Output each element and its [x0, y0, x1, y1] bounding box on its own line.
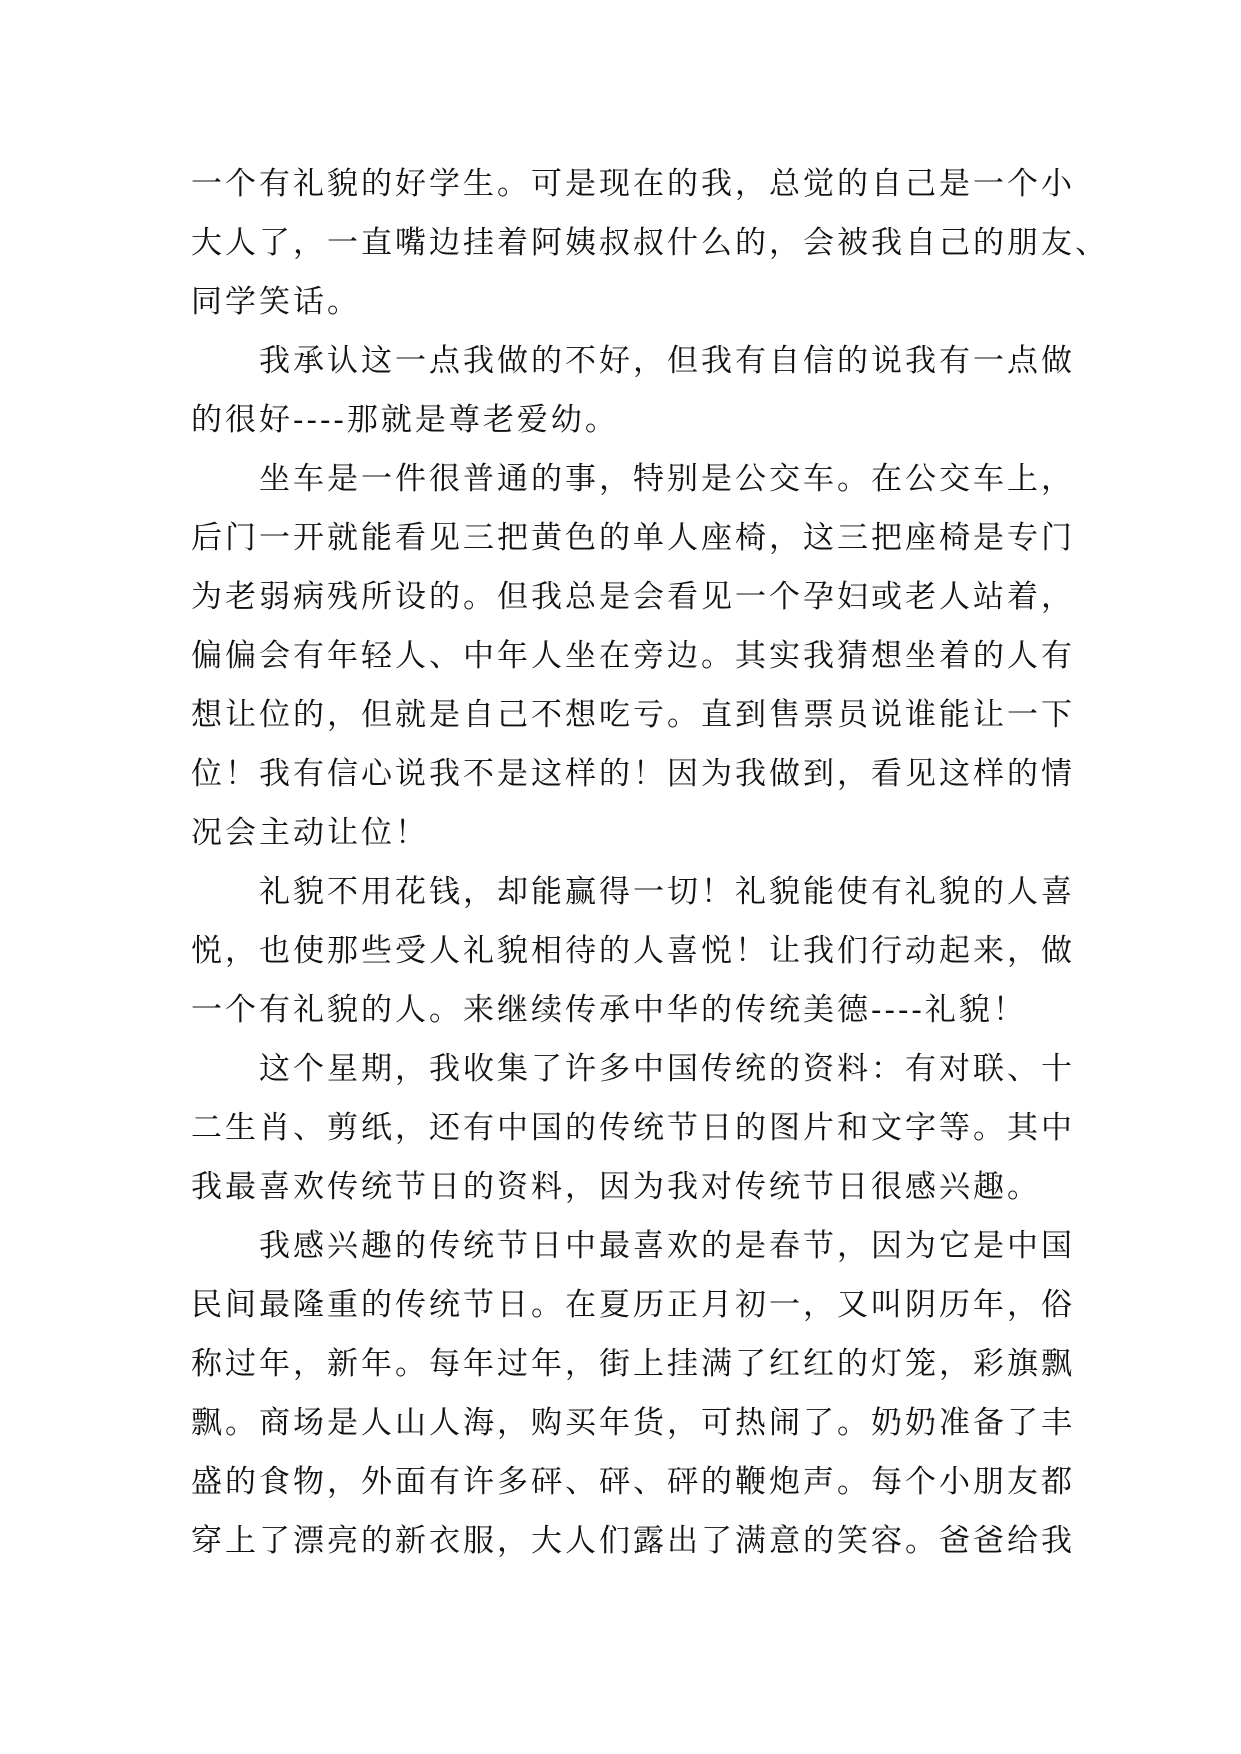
paragraph-2: 我承认这一点我做的不好，但我有自信的说我有一点做 的很好----那就是尊老爱幼。	[191, 343, 1075, 438]
paragraph-1: 一个有礼貌的好学生。可是现在的我，总觉的自己是一个小 大人了，一直嘴边挂着阿姨叔叔什么的，会被我自己的朋友、 同学笑话。	[191, 166, 1109, 320]
paragraph-6: 我感兴趣的传统节日中最喜欢的是春节，因为它是中国 民间最隆重的传统节日。在夏历正月初一，又叫阴历年，俗 称过年，新年。每年过年，街上挂满了红红的灯笼，彩旗飘 飘。商场是人山人海，购买年货，可热闹了。奶奶准备了丰 盛的食物，外面有许多砰、砰、砰的鞭炮声。每个小朋友都 穿上了漂亮的新衣服，大人们露出了满意的笑容。爸爸给我	[191, 1228, 1075, 1559]
paragraph-4: 礼貌不用花钱，却能赢得一切！礼貌能使有礼貌的人喜 悦，也使那些受人礼貌相待的人喜悦！让我们行动起来，做 一个有礼貌的人。来继续传承中华的传统美德----礼貌！	[191, 874, 1075, 1028]
body-text	[191, 155, 1109, 1571]
paragraph-5: 这个星期，我收集了许多中国传统的资料：有对联、十 二生肖、剪纸，还有中国的传统节日的图片和文字等。其中 我最喜欢传统节日的资料，因为我对传统节日很感兴趣。	[191, 1051, 1075, 1205]
paragraph-3: 坐车是一件很普通的事，特别是公交车。在公交车上， 后门一开就能看见三把黄色的单人座椅，这三把座椅是专门 为老弱病残所设的。但我总是会看见一个孕妇或老人站着， 偏偏会有年轻人、中年人坐在旁边。其实我猜想坐着的人有 想让位的，但就是自己不想吃亏。直到售票员说谁能让一下 位！我有信心说我不是这样的！因为我做到，看见这样的情 况会主动让位！	[191, 461, 1075, 851]
